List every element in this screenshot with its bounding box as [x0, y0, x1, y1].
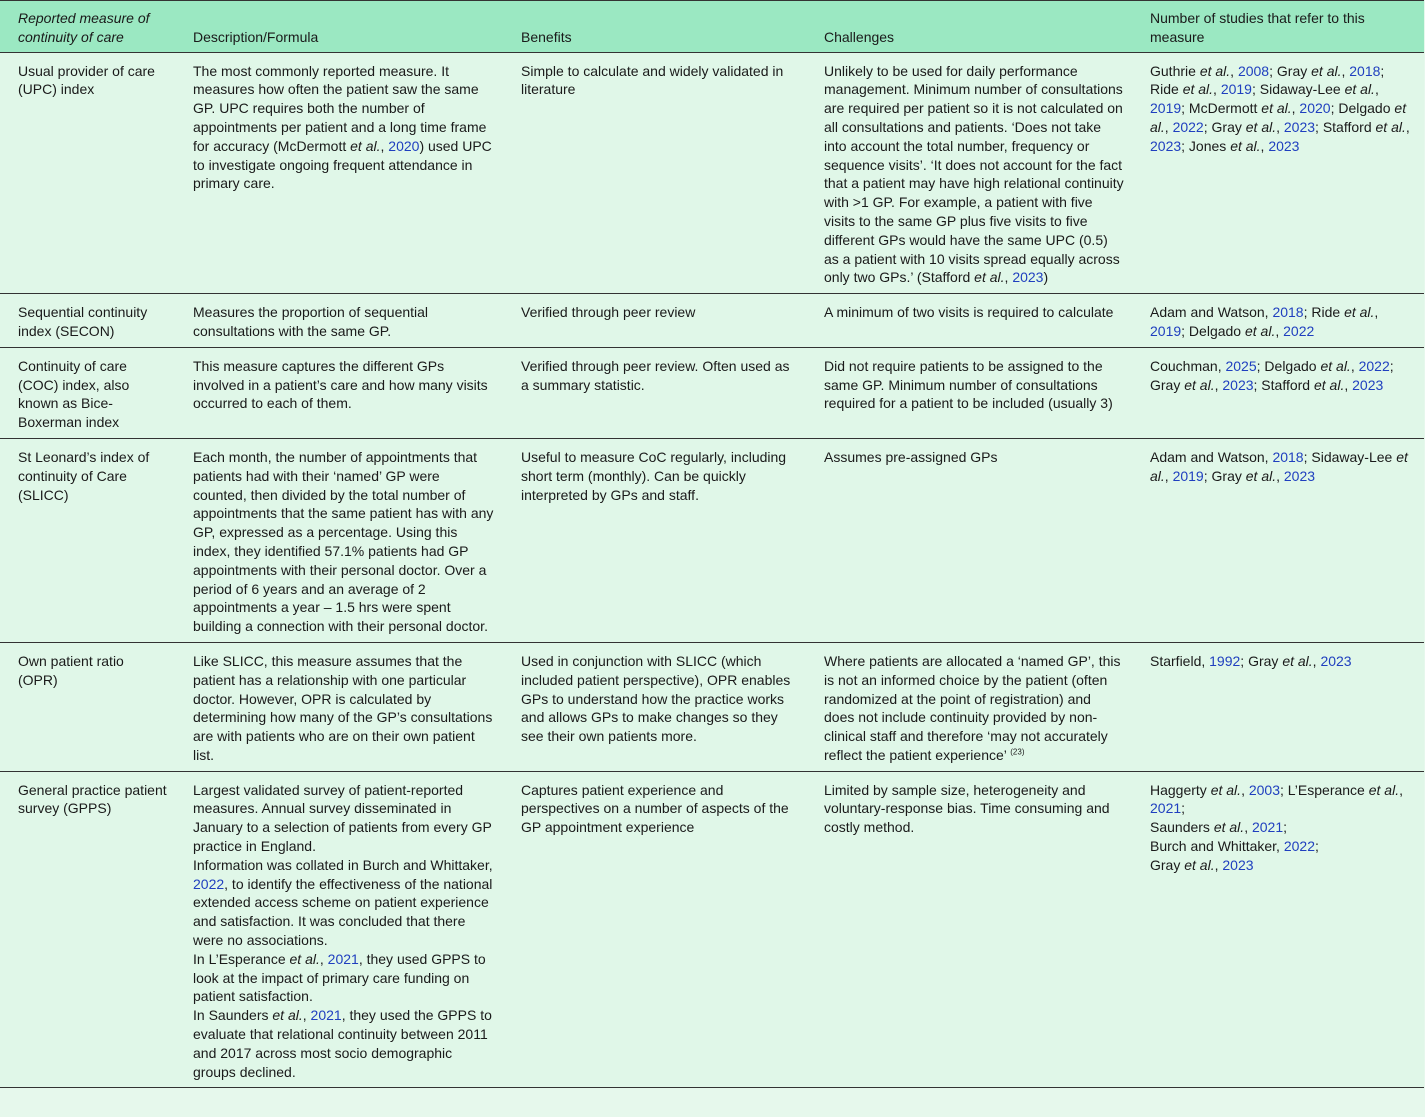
paragraph [193, 781, 495, 856]
table-row [0, 771, 1424, 1088]
table-row [0, 52, 1424, 294]
cell-text: ; Delgado [1256, 357, 1321, 374]
benefits-cell [503, 347, 806, 438]
paragraph [193, 62, 495, 194]
challenges-cell [806, 52, 1132, 294]
cell-text: ; Gray [1203, 467, 1246, 484]
cell-text: ; [1283, 819, 1288, 836]
paragraph [824, 62, 1124, 288]
cell-text: , [1244, 819, 1252, 836]
citation-year-link[interactable]: 2021 [1251, 819, 1284, 836]
citation-year-link[interactable]: 2021 [327, 950, 359, 967]
citation-year-link[interactable]: 2022 [1283, 322, 1315, 339]
description-cell [175, 294, 503, 348]
measure-cell: Usual provider of care (UPC) index [18, 62, 155, 98]
et-al-text: et al. [1282, 652, 1313, 669]
et-al-text: et al. [1368, 781, 1400, 798]
description-cell [175, 771, 503, 1088]
et-al-text: et al. [1344, 81, 1375, 98]
cell-text: In L’Esperance [193, 950, 290, 967]
et-al-text: et al. [1150, 448, 1408, 484]
benefits-cell [503, 52, 806, 294]
cell-text: A minimum of two visits is required to calculate [824, 304, 1114, 321]
cell-text: , [1350, 357, 1359, 374]
studies-cell [1132, 438, 1424, 642]
studies-cell [1132, 771, 1424, 1088]
cell-text: , [1341, 62, 1350, 79]
studies-cell [1132, 347, 1424, 438]
cell-text: ; Gray [1240, 652, 1283, 669]
citation-year-link[interactable]: 2021 [310, 1007, 342, 1024]
et-al-text: et al. [1261, 100, 1292, 117]
paragraph [824, 357, 1124, 413]
cell-text: , [1344, 376, 1353, 393]
header-description: Description/Formula [193, 28, 319, 45]
cell-text: ; McDermott [1181, 100, 1262, 117]
cell-text: ; Sidaway-Lee [1251, 81, 1345, 98]
citation-list [1150, 357, 1416, 395]
citation-year-link[interactable]: 2023 [1352, 376, 1384, 393]
cell-text: , [1214, 376, 1223, 393]
reference-superscript: (23) [1010, 747, 1025, 757]
challenges-cell [806, 438, 1132, 642]
et-al-text: et al. [1184, 376, 1215, 393]
et-al-text: et al. [1210, 781, 1242, 798]
cell-text: , [319, 950, 328, 967]
cell-text: ; Gray [1150, 357, 1394, 393]
et-al-text: et al. [1244, 322, 1276, 339]
cell-text: Verified through peer review. Often used as a summary statistic. [521, 357, 790, 393]
citation-year-link[interactable]: 2003 [1248, 781, 1280, 798]
et-al-text: et al. [272, 1007, 303, 1024]
citation-year-link[interactable]: 2023 [1283, 118, 1316, 135]
cell-text: Did not require patients to be assigned to the same GP. Minimum number of consultations required for a patient to be included (usually 3) [824, 357, 1113, 412]
cell-text: Haggerty [1150, 781, 1211, 798]
benefits-cell [503, 294, 806, 348]
paragraph [193, 1006, 495, 1081]
paragraph [521, 303, 798, 322]
cell-text: ; L’Esperance [1280, 781, 1369, 798]
cell-text: ; Delgado [1330, 100, 1395, 117]
et-al-text: et al. [974, 269, 1005, 286]
cell-text: , [1405, 118, 1410, 135]
cell-text: ; Ride [1150, 62, 1385, 98]
header-challenges: Challenges [824, 28, 895, 45]
cell-text: ; Gray [1203, 118, 1246, 135]
et-al-text: et al. [1150, 100, 1407, 135]
citation-year-link[interactable]: 2018 [1349, 62, 1381, 79]
citation-year-link[interactable]: 2020 [388, 137, 420, 154]
citation-year-link[interactable]: 2023 [1150, 137, 1182, 154]
citation-year-link[interactable]: 2020 [1299, 100, 1331, 117]
cell-text: , [1276, 118, 1284, 135]
cell-text: Assumes pre-assigned GPs [824, 448, 998, 465]
cell-text: , [1230, 62, 1238, 79]
header-measure: Reported measure of continuity of care [18, 10, 150, 45]
cell-text: Captures patient experience and perspectives on a number of aspects of the GP appointment experience [521, 781, 789, 836]
citation-year-link[interactable]: 2023 [1268, 137, 1300, 154]
challenges-cell [806, 642, 1132, 771]
paragraph [521, 652, 798, 746]
table-body [0, 52, 1424, 1088]
challenges-cell [806, 294, 1132, 348]
header-benefits: Benefits [521, 28, 572, 45]
cell-text: , they used the GPPS to evaluate that relational continuity between 2011 and 2017 across most socio demographic groups declined. [193, 1007, 492, 1080]
paragraph [193, 856, 495, 950]
cell-text: ; Delgado [1181, 322, 1245, 339]
measure-cell: General practice patient survey (GPPS) [18, 781, 167, 817]
table-row [0, 294, 1424, 348]
studies-cell [1132, 642, 1424, 771]
citation-list [1150, 303, 1416, 341]
citation-year-link[interactable]: 2019 [1172, 467, 1204, 484]
cell-text: Each month, the number of appointments that patients had with their ‘named’ GP were counted, then divided by the total number of appointments that the same patient has with any GP, expressed as a percentage. Using this index, they identified 57.1% patients had GP appointments with their personal doctor. Over a period of 6 years and an average of 2 appointments a year – 1.5 hrs were spent building a connection with their personal doctor. [193, 448, 494, 635]
cell-text: Guthrie [1150, 62, 1200, 79]
et-al-text: et al. [1375, 118, 1406, 135]
table-row [0, 642, 1424, 771]
citation-year-link[interactable]: 2019 [1150, 322, 1182, 339]
cell-text: , [1241, 781, 1249, 798]
cell-text: ; Jones [1181, 137, 1231, 154]
cell-text: Used in conjunction with SLICC (which included patient perspective), OPR enables GPs to understand how the practice works and allows GPs to make changes so they see their own patients more. [521, 652, 791, 745]
cell-text: ) [1043, 269, 1049, 286]
paragraph [193, 950, 495, 1006]
cell-text: Starfield, [1150, 652, 1210, 669]
cell-text: Useful to measure CoC regularly, including short term (monthly). Can be quickly interpreted by GPs and staff. [521, 448, 787, 503]
paragraph [521, 62, 798, 100]
measure-cell: St Leonard’s index of continuity of Care (SLICC) [18, 448, 150, 503]
citation-year-link[interactable]: 2025 [1225, 357, 1257, 374]
cell-text: Saunders [1150, 819, 1214, 836]
citation-year-link[interactable]: 2018 [1272, 304, 1304, 321]
cell-text: , to identify the effectiveness of the national extended access scheme on patient experience and satisfaction. It was concluded that there were no associations. [193, 875, 493, 949]
cell-text: ; Ride [1303, 304, 1345, 321]
benefits-cell [503, 438, 806, 642]
citation-year-link[interactable]: 2022 [193, 875, 225, 892]
cell-text: Adam and Watson, [1150, 304, 1273, 321]
cell-text: Simple to calculate and widely validated in literature [521, 62, 784, 98]
challenges-cell [806, 347, 1132, 438]
citation-year-link[interactable]: 2008 [1237, 62, 1270, 79]
cell-text: Limited by sample size, heterogeneity and voluntary-response bias. Time consuming and costly method. [824, 781, 1110, 836]
citation-line [1150, 781, 1416, 819]
description-cell [175, 347, 503, 438]
description-cell [175, 438, 503, 642]
et-al-text: et al. [1245, 118, 1277, 135]
cell-text: , [1291, 100, 1300, 117]
cell-text: In Saunders [193, 1007, 273, 1024]
citation-year-link[interactable]: 2023 [1320, 652, 1352, 669]
citation-year-link[interactable]: 2022 [1283, 838, 1315, 855]
citation-list [1150, 652, 1416, 671]
benefits-cell [503, 642, 806, 771]
citation-year-link[interactable]: 2022 [1358, 357, 1390, 374]
benefits-cell [503, 771, 806, 1088]
measure-cell: Continuity of care (COC) index, also known as Bice-Boxerman index [18, 357, 130, 431]
description-cell [175, 52, 503, 294]
paragraph [193, 652, 495, 765]
description-cell [175, 642, 503, 771]
et-al-text: et al. [1311, 62, 1342, 79]
citation-year-link[interactable]: 2019 [1150, 100, 1182, 117]
cell-text: , they used GPPS to look at the impact of primary care funding on patient satisfaction. [193, 950, 486, 1005]
measure-cell: Sequential continuity index (SECON) [18, 304, 148, 339]
paragraph [824, 448, 1124, 467]
paragraph [193, 448, 495, 636]
measure-cell: Own patient ratio (OPR) [18, 652, 124, 688]
table-row [0, 347, 1424, 438]
cell-text: ; [1181, 800, 1186, 817]
et-al-text: et al. [1245, 467, 1277, 484]
cell-text: , [1213, 81, 1221, 98]
citation-year-link[interactable]: 2019 [1220, 81, 1252, 98]
citation-year-link[interactable]: 2023 [1222, 376, 1254, 393]
et-al-text: et al. [1313, 376, 1345, 393]
cell-text: This measure captures the different GPs involved in a patient’s care and how many visits occurred to each of them. [193, 357, 488, 412]
cell-text: Like SLICC, this measure assumes that the patient has a relationship with one particular doctor. However, OPR is calculated by determining how many of the GP’s consultations are with patients who are on their own patient list. [193, 652, 493, 763]
cell-text: , [1374, 304, 1379, 321]
cell-text: , [1275, 322, 1284, 339]
citation-year-link[interactable]: 2023 [1012, 269, 1044, 286]
paragraph [521, 781, 798, 837]
et-al-text: et al. [1182, 81, 1214, 98]
cell-text: , [1004, 269, 1013, 286]
cell-text: , [380, 137, 389, 154]
citation-list [1150, 448, 1416, 486]
cell-text: , [1260, 137, 1269, 154]
studies-cell [1132, 294, 1424, 348]
table-row [0, 438, 1424, 642]
cell-text: The most commonly reported measure. It measures how often the patient saw the same GP. UPC requires both the number of appointments per patient and a long time frame for accuracy (McDermott [193, 62, 487, 154]
cell-text: Measures the proportion of sequential consultations with the same GP. [193, 304, 429, 339]
table-header-row [0, 1, 1424, 53]
et-al-text: et al. [350, 137, 381, 154]
cell-text: , [1214, 856, 1223, 873]
cell-text: , [1312, 652, 1321, 669]
cell-text: Information was collated in Burch and Whittaker, [193, 856, 493, 873]
citation-year-link[interactable]: 2023 [1283, 467, 1316, 484]
cell-text: Gray [1150, 856, 1185, 873]
et-al-text: et al. [1230, 137, 1261, 154]
cell-text: , [1399, 781, 1403, 798]
cell-text: , [1164, 467, 1173, 484]
challenges-cell [806, 771, 1132, 1088]
cell-text: Adam and Watson, [1150, 448, 1273, 465]
paragraph [193, 357, 495, 413]
cell-text: ) used UPC to investigate ongoing frequent attendance in primary care. [193, 137, 492, 192]
citation-year-link[interactable]: 2022 [1172, 118, 1204, 135]
cell-text: Couchman, [1150, 357, 1226, 374]
citation-line [1150, 837, 1416, 856]
cell-text: Largest validated survey of patient-reported measures. Annual survey disseminated in January to a selection of patients from every GP practice in England. [193, 781, 492, 855]
et-al-text: et al. [1184, 856, 1215, 873]
citation-line [1150, 818, 1416, 837]
cell-text: , [1164, 118, 1173, 135]
citation-line [1150, 856, 1416, 875]
cell-text: ; Stafford [1315, 118, 1376, 135]
studies-cell [1132, 52, 1424, 294]
paragraph [824, 781, 1124, 837]
cell-text: , [302, 1007, 311, 1024]
cell-text: ; Stafford [1253, 376, 1314, 393]
paragraph [824, 303, 1124, 322]
cell-text: ; [1315, 838, 1319, 855]
paragraph [521, 357, 798, 395]
citation-list [1150, 62, 1416, 156]
et-al-text: et al. [289, 950, 320, 967]
et-al-text: et al. [1344, 304, 1375, 321]
paragraph [824, 652, 1124, 765]
paragraph [193, 303, 495, 341]
cell-text: , [1276, 467, 1284, 484]
header-studies: Number of studies that refer to this measure [1150, 10, 1365, 45]
cell-text: , [1374, 81, 1379, 98]
et-al-text: et al. [1213, 819, 1245, 836]
cell-text: ; Gray [1269, 62, 1312, 79]
citation-year-link[interactable]: 2023 [1222, 856, 1254, 873]
cell-text: Unlikely to be used for daily performance management. Minimum number of consultations are required per patient so it is not calculated on all consultations and patients. ‘Does not take into account the total number, frequency or sequence visits’. ‘It does not account for the fact that a patient may have high relational continuity with >1 GP. For example, a patient with five visits to the same GP plus five visits to five different GPs would have the same UPC (0.5) as a patient with 10 visits spread equally across only two GPs.’ (Stafford [824, 62, 1124, 286]
cell-text: Verified through peer review [521, 304, 696, 321]
citation-year-link[interactable]: 2021 [1150, 800, 1182, 817]
cell-text: Where patients are allocated a ‘named GP’, this is not an informed choice by the patient (often randomized at the point of registration) and does not include continuity provided by non-clinical staff and therefore ‘may not accurately reflect the patient experience’ [824, 652, 1121, 763]
citation-year-link[interactable]: 2018 [1272, 448, 1304, 465]
et-al-text: et al. [1320, 357, 1351, 374]
et-al-text: et al. [1199, 62, 1231, 79]
citation-year-link[interactable]: 1992 [1209, 652, 1241, 669]
cell-text: ; Sidaway-Lee [1303, 448, 1397, 465]
paragraph [521, 448, 798, 504]
cell-text: Burch and Whittaker, [1150, 838, 1284, 855]
